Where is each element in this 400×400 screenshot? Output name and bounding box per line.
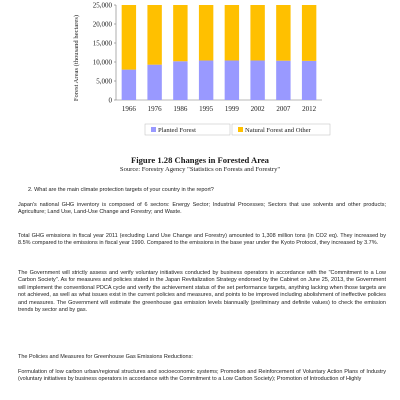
x-tick-label: 1995 — [199, 105, 214, 113]
y-tick-label: 0 — [108, 96, 112, 105]
bar-planted-forest — [199, 60, 213, 100]
y-tick-label: 10,000 — [92, 58, 112, 67]
paragraph-policies-heading: The Policies and Measures for Greenhouse Gas Emissions Reductions: — [18, 354, 193, 360]
legend-label-planted: Planted Forest — [158, 127, 196, 134]
y-tick-label: 15,000 — [92, 39, 112, 48]
y-axis-title — [73, 15, 80, 101]
bar-natural-forest — [122, 5, 136, 70]
bar-planted-forest — [173, 61, 187, 100]
bar-planted-forest — [147, 65, 161, 100]
legend-swatch-planted — [151, 127, 156, 132]
y-tick-label: 5,000 — [96, 77, 112, 86]
bar-natural-forest — [147, 5, 161, 65]
bar-natural-forest — [276, 5, 290, 61]
figure-source: Source: Forestry Agency "Statistics on Forests and Forestry" — [119, 166, 281, 173]
x-tick-label: 2007 — [276, 105, 291, 113]
y-axis-label: Forest Areas (thousand hectares) — [73, 14, 80, 102]
y-tick-label: 20,000 — [92, 20, 112, 29]
bar-natural-forest — [225, 5, 239, 60]
forest-area-chart — [0, 0, 400, 150]
x-tick-label: 2012 — [302, 105, 317, 113]
x-tick-label: 1976 — [147, 105, 162, 113]
bar-natural-forest — [250, 5, 264, 60]
chart-legend — [145, 124, 330, 135]
bar-planted-forest — [276, 61, 290, 100]
bar-planted-forest — [250, 60, 264, 100]
bar-planted-forest — [302, 61, 316, 100]
x-tick-label: 2002 — [250, 105, 265, 113]
y-tick-label: 25,000 — [92, 1, 112, 10]
x-tick-label: 1966 — [121, 105, 136, 113]
paragraph-total-emissions: Total GHG emissions in fiscal year 2011 (excluding Land Use Change and Forestry) amounted to 1,308 million tons (in CO2 eq). They increased by 8.5% compared to the emissions in fiscal year 1990. Compared to the emissions in the base year under the Kyoto Protocol, they increased by 3.7%. — [18, 233, 386, 247]
x-tick-label: 1986 — [173, 105, 188, 113]
x-tick-label: 1999 — [224, 105, 239, 113]
paragraph-formulation: Formulation of low carbon urban/regional structures and socioeconomic systems; Promotion and Reinforcement of Voluntary Action Plans of Industry (voluntary initiatives by business operators in accordance with the Commitment to a Low Carbon Society); Promotion of Introduction of Highly — [18, 369, 386, 383]
question-heading: 2. What are the main climate protection targets of your country in the report? — [28, 187, 214, 193]
legend-swatch-natural — [238, 127, 243, 132]
legend-label-natural: Natural Forest and Other — [245, 127, 311, 134]
bar-natural-forest — [173, 5, 187, 61]
bar-planted-forest — [225, 60, 239, 100]
figure-title: Figure 1.28 Changes in Forested Area — [131, 155, 269, 165]
paragraph-government-verification: The Government will strictly assess and verify voluntary initiatives conducted by business operators in accordance with the "Commitment to a Low Carbon Society". As for measures and policies stated in the Japan Revitalization Strategy endorsed by the Cabinet on June 25, 2013, the Government will implement the conventional PDCA cycle and verify the achievement status of the set performance targets, anything lacking when those targets are not achieved, as well as what issues exist in the current policies and measures, and points to be improved including abolishment of ineffective policies and measures. The Government will estimate the greenhouse gas emission levels biannually (preliminary and definite values) to check the emission trends by sector and by gas. — [18, 270, 386, 314]
bar-planted-forest — [122, 70, 136, 100]
paragraph-inventory-sectors: Japan's national GHG inventory is composed of 6 sectors: Energy Sector; Industrial Processes; Sectors that use solvents and other products; Agriculture; Land Use, Land-Use Change and Forestry; and Waste. — [18, 202, 386, 216]
bar-natural-forest — [302, 5, 316, 61]
bar-natural-forest — [199, 5, 213, 60]
